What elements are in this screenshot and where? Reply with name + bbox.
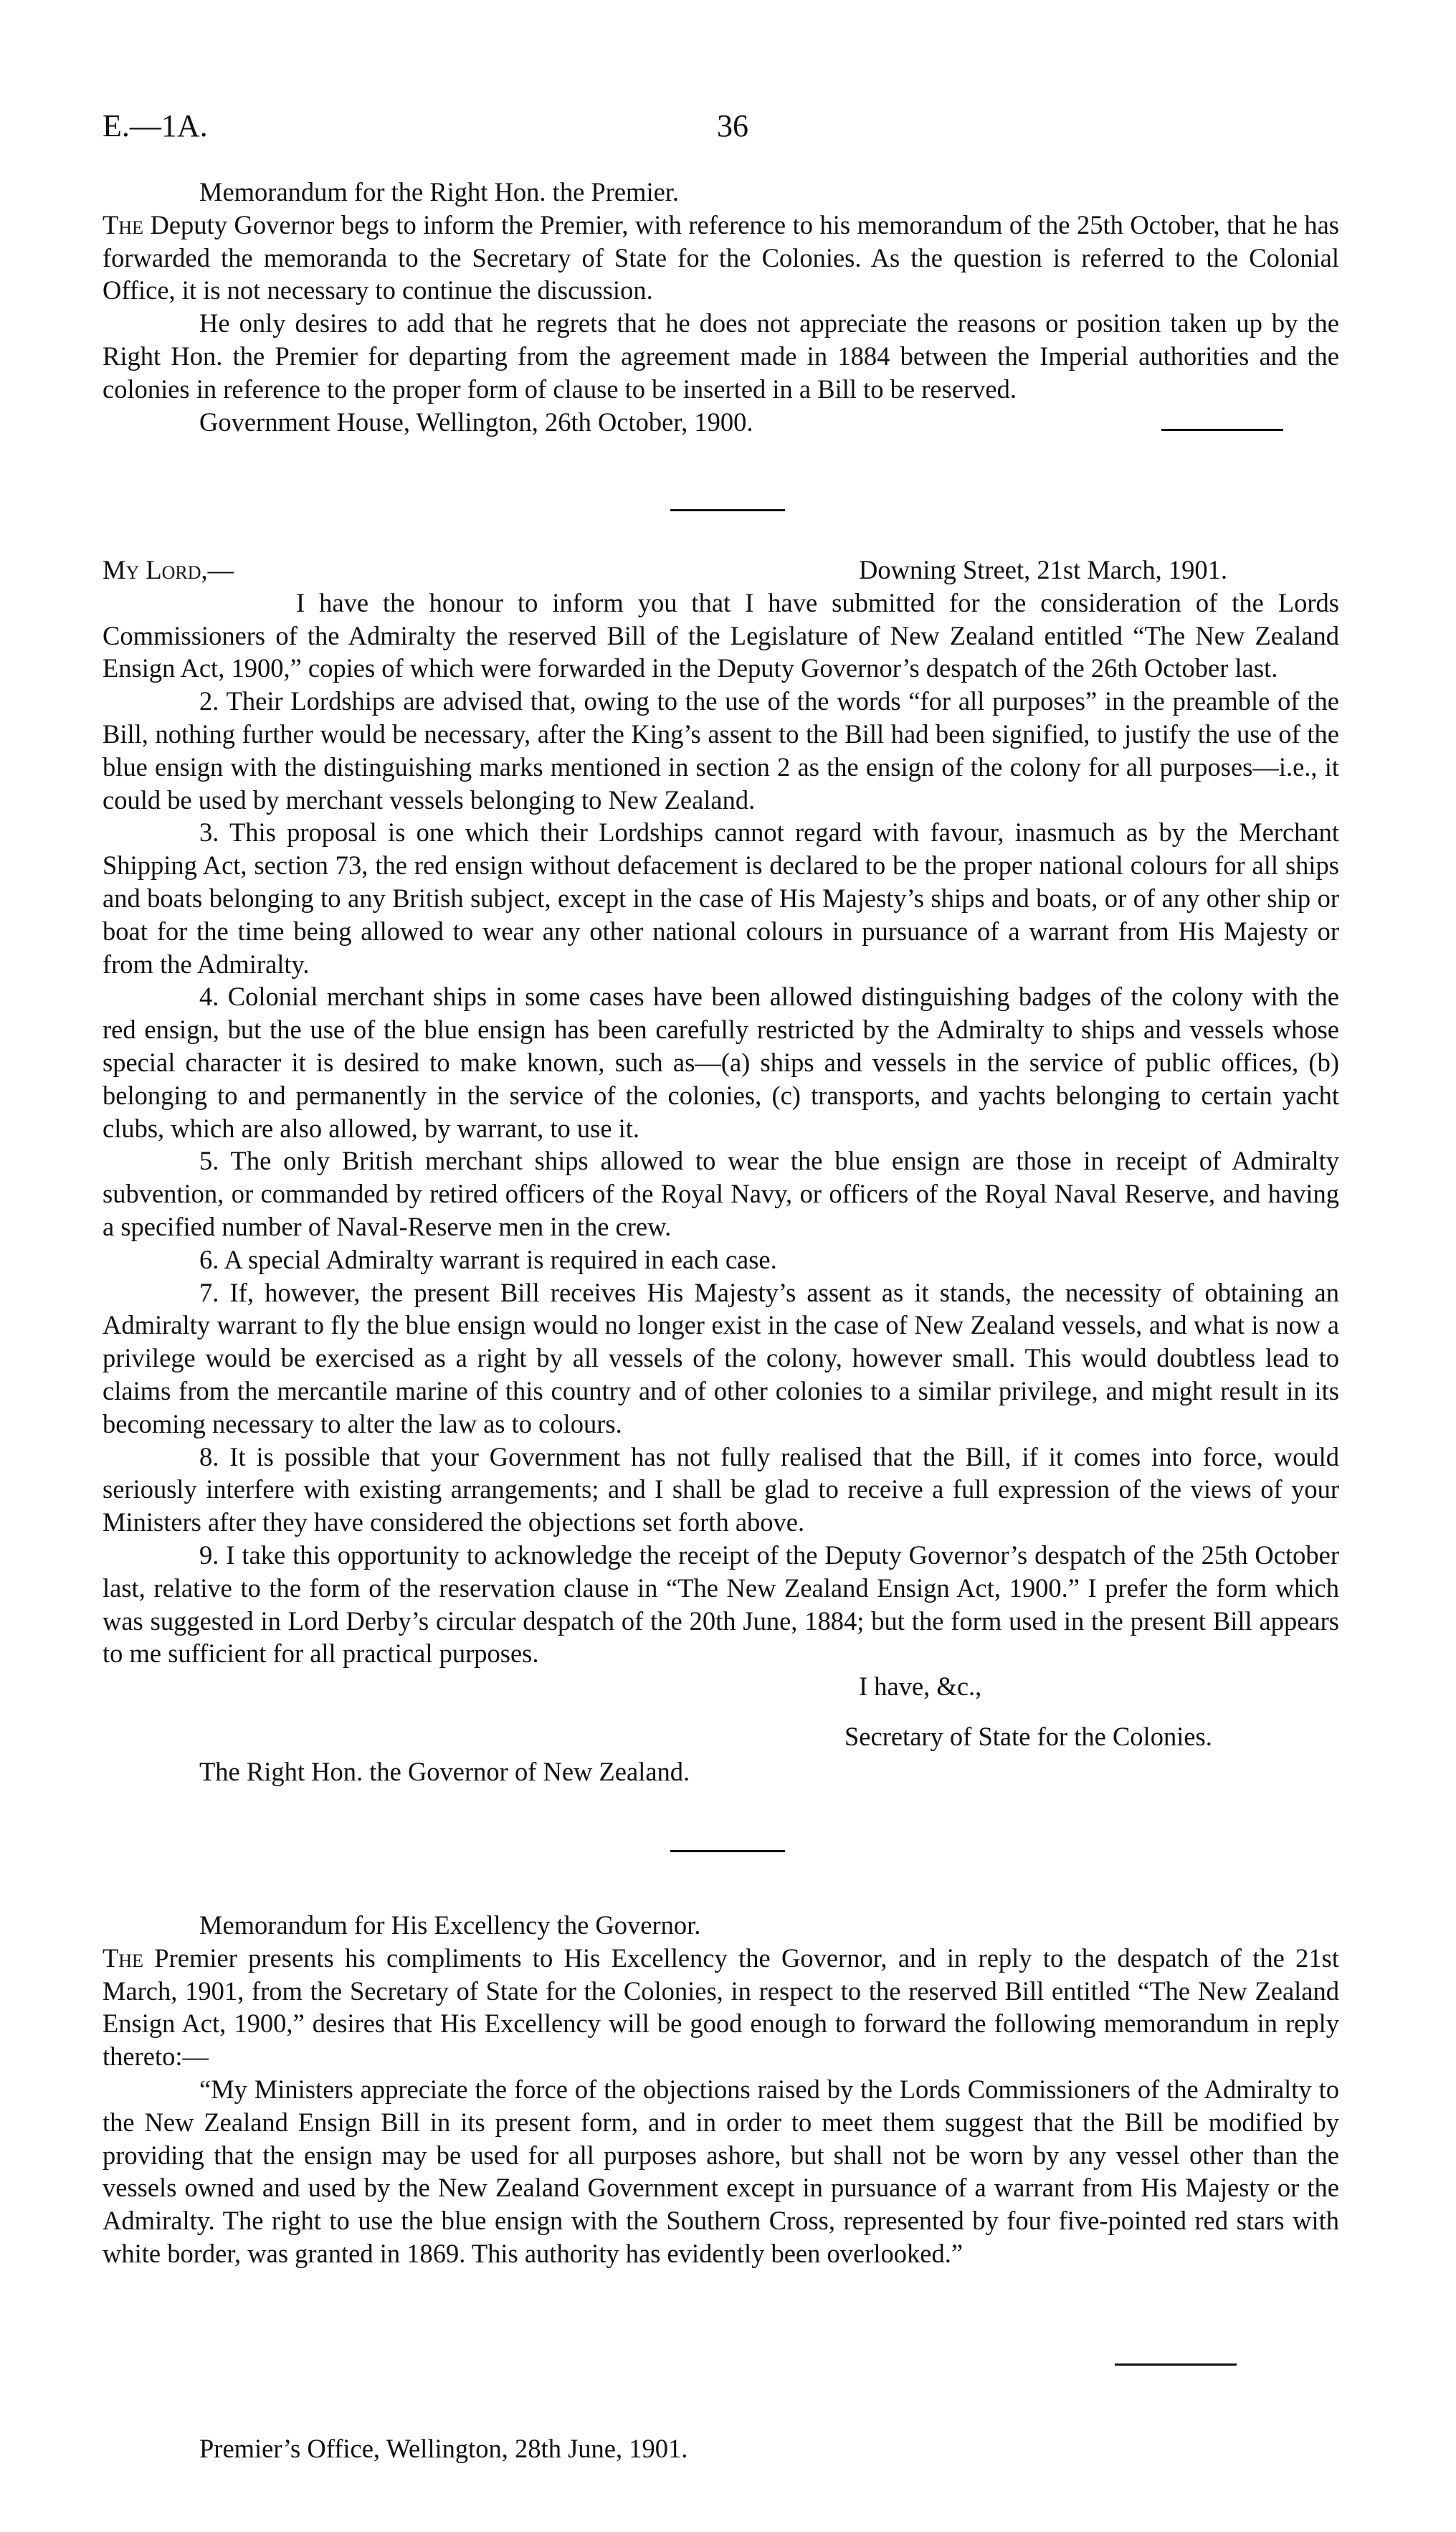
section-divider xyxy=(670,509,785,511)
signature-rule xyxy=(1161,429,1283,431)
memo-place-date: Government House, Wellington, 26th October, 1900. xyxy=(199,407,753,437)
signature-rule xyxy=(1115,2363,1237,2366)
letter-closing: I have, &c., xyxy=(859,1672,982,1702)
letter-paragraph: 9. I take this opportunity to acknowledge the receipt of the Deputy Governor’s despatch of the 25th October last, relative to the form of the reservation clause in “The New Zealand Ensign Act, 1900.” I prefer the form which was suggested in Lord Derby’s circular despatch of the 20th June, 1884; but the form used in the present Bill appears to me sufficient for all practical purposes. xyxy=(103,1540,1339,1669)
paragraph-text: Deputy Governor begs to inform the Premier, with reference to his memorandum of the 25th October, that he has forwarded the memoranda to the Secretary of State for the Colonies. As the question is referred to the Colonial Office, it is not necessary to continue the discussion. xyxy=(103,209,1339,305)
paragraph-text: Premier presents his compliments to His Excellency the Governor, and in reply to the despatch of the 21st March, 1901, from the Secretary of State for the Colonies, in respect to the reserved Bill entitled “The New Zealand Ensign Act, 1900,” desires that His Excellency will be good enough to forward the following memorandum in reply thereto:— xyxy=(103,1943,1339,2072)
page-number: 36 xyxy=(717,108,748,143)
memo-paragraph xyxy=(103,209,1339,307)
letter-paragraph: 3. This proposal is one which their Lordships cannot regard with favour, inasmuch as by the Merchant Shipping Act, section 73, the red ensign without defacement is declared to be the proper national colours for all ships and boats belonging to any British subject, except in the case of His Majesty’s ships and boats, or of any other ship or boat for the time being allowed to wear any other national colours in pursuance of a warrant from His Majesty or from the Admiralty. xyxy=(103,817,1339,979)
memo-paragraph: He only desires to add that he regrets that he does not appreciate the reasons or position taken up by the Right Hon. the Premier for departing from the agreement made in 1884 between the Imperial authorities and the colonies in reference to the proper form of clause to be inserted in a Bill to be reserved. xyxy=(103,308,1339,404)
memo-paragraph xyxy=(103,1942,1339,2073)
memo-paragraph: “My Ministers appreciate the force of the objections raised by the Lords Commissioners of the Admiralty to the New Zealand Ensign Bill in its present form, and in order to meet them suggest that the Bill be modified by providing that the ensign may be used for all purposes ashore, but shall not be worn by any vessel other than the vessels owned and used by the New Zealand Government except in pursuance of a warrant from His Majesty or the Admiralty. The right to use the blue ensign with the Southern Cross, represented by four five-pointed red stars with white border, was granted in 1869. This authority has evidently been overlooked.” xyxy=(103,2074,1339,2268)
lead-word: The xyxy=(103,1943,143,1973)
memo-title: Memorandum for His Excellency the Governor. xyxy=(199,1910,701,1940)
memorandum-to-premier xyxy=(103,176,1339,438)
letter-paragraph: 7. If, however, the present Bill receives His Majesty’s assent as it stands, the necessity of obtaining an Admiralty warrant to fly the blue ensign would no longer exist in the case of New Zealand vessels, and what is now a privilege would be exercised as a right by all vessels of the colony, however small. This would doubtless lead to claims from the mercantile marine of this country and of other colonies to a similar privilege, and might result in its becoming necessary to alter the law as to colours. xyxy=(103,1277,1339,1438)
letter-paragraph: 5. The only British merchant ships allowed to wear the blue ensign are those in receipt of Admiralty subvention, or commanded by retired officers of the Royal Navy, or officers of the Royal Naval Reserve, and having a specified number of Naval-Reserve men in the crew. xyxy=(103,1146,1339,1241)
letter-place-date: Downing Street, 21st March, 1901. xyxy=(859,555,1227,584)
signature-title: Secretary of State for the Colonies. xyxy=(844,1722,1212,1751)
letter-paragraph: 4. Colonial merchant ships in some cases have been allowed distinguishing badges of the colony with the red ensign, but the use of the blue ensign has been carefully restricted by the Admiralty to ships and vessels whose special character it is desired to make known, such as—(a) ships and vessels in the service of public offices, (b) belonging to and permanently in the service of the colonies, (c) transports, and yachts belonging to certain yacht clubs, which are also allowed, by warrant, to use it. xyxy=(103,982,1339,1143)
letter-paragraph: 6. A special Admiralty warrant is required in each case. xyxy=(199,1244,777,1274)
memorandum-to-governor xyxy=(103,1909,1339,2270)
letter-paragraph: I have the honour to inform you that I have submitted for the consideration of the Lords Commissioners of the Admiralty the reserved Bill of the Legislature of New Zealand entitled “The New Zealand Ensign Act, 1900,” copies of which were forwarded in the Deputy Governor’s despatch of the 26th October last. xyxy=(103,587,1339,683)
letter-paragraph: 8. It is possible that your Government has not fully realised that the Bill, if it comes into force, would seriously interfere with existing arrangements; and I shall be glad to receive a full expression of the views of your Ministers after they have considered the objections set forth above. xyxy=(103,1441,1339,1537)
section-divider xyxy=(670,1850,785,1852)
letter-addressee: The Right Hon. the Governor of New Zealand. xyxy=(199,1757,690,1786)
lead-word: The xyxy=(103,209,143,240)
memo-place-date: Premier’s Office, Wellington, 28th June, 1901. xyxy=(199,2434,688,2463)
document-reference: E.—1A. xyxy=(103,108,208,143)
downing-street-letter xyxy=(103,554,1339,1703)
letter-paragraph: 2. Their Lordships are advised that, owing to the use of the words “for all purposes” in the preamble of the Bill, nothing further would be necessary, after the King’s assent to the Bill had been signified, to justify the use of the blue ensign with the distinguishing marks mentioned in section 2 as the ensign of the colony for all purposes—i.e., it could be used by merchant vessels belonging to New Zealand. xyxy=(103,686,1339,815)
memo-title: Memorandum for the Right Hon. the Premier. xyxy=(199,177,680,207)
salutation: My Lord,— xyxy=(103,555,234,584)
